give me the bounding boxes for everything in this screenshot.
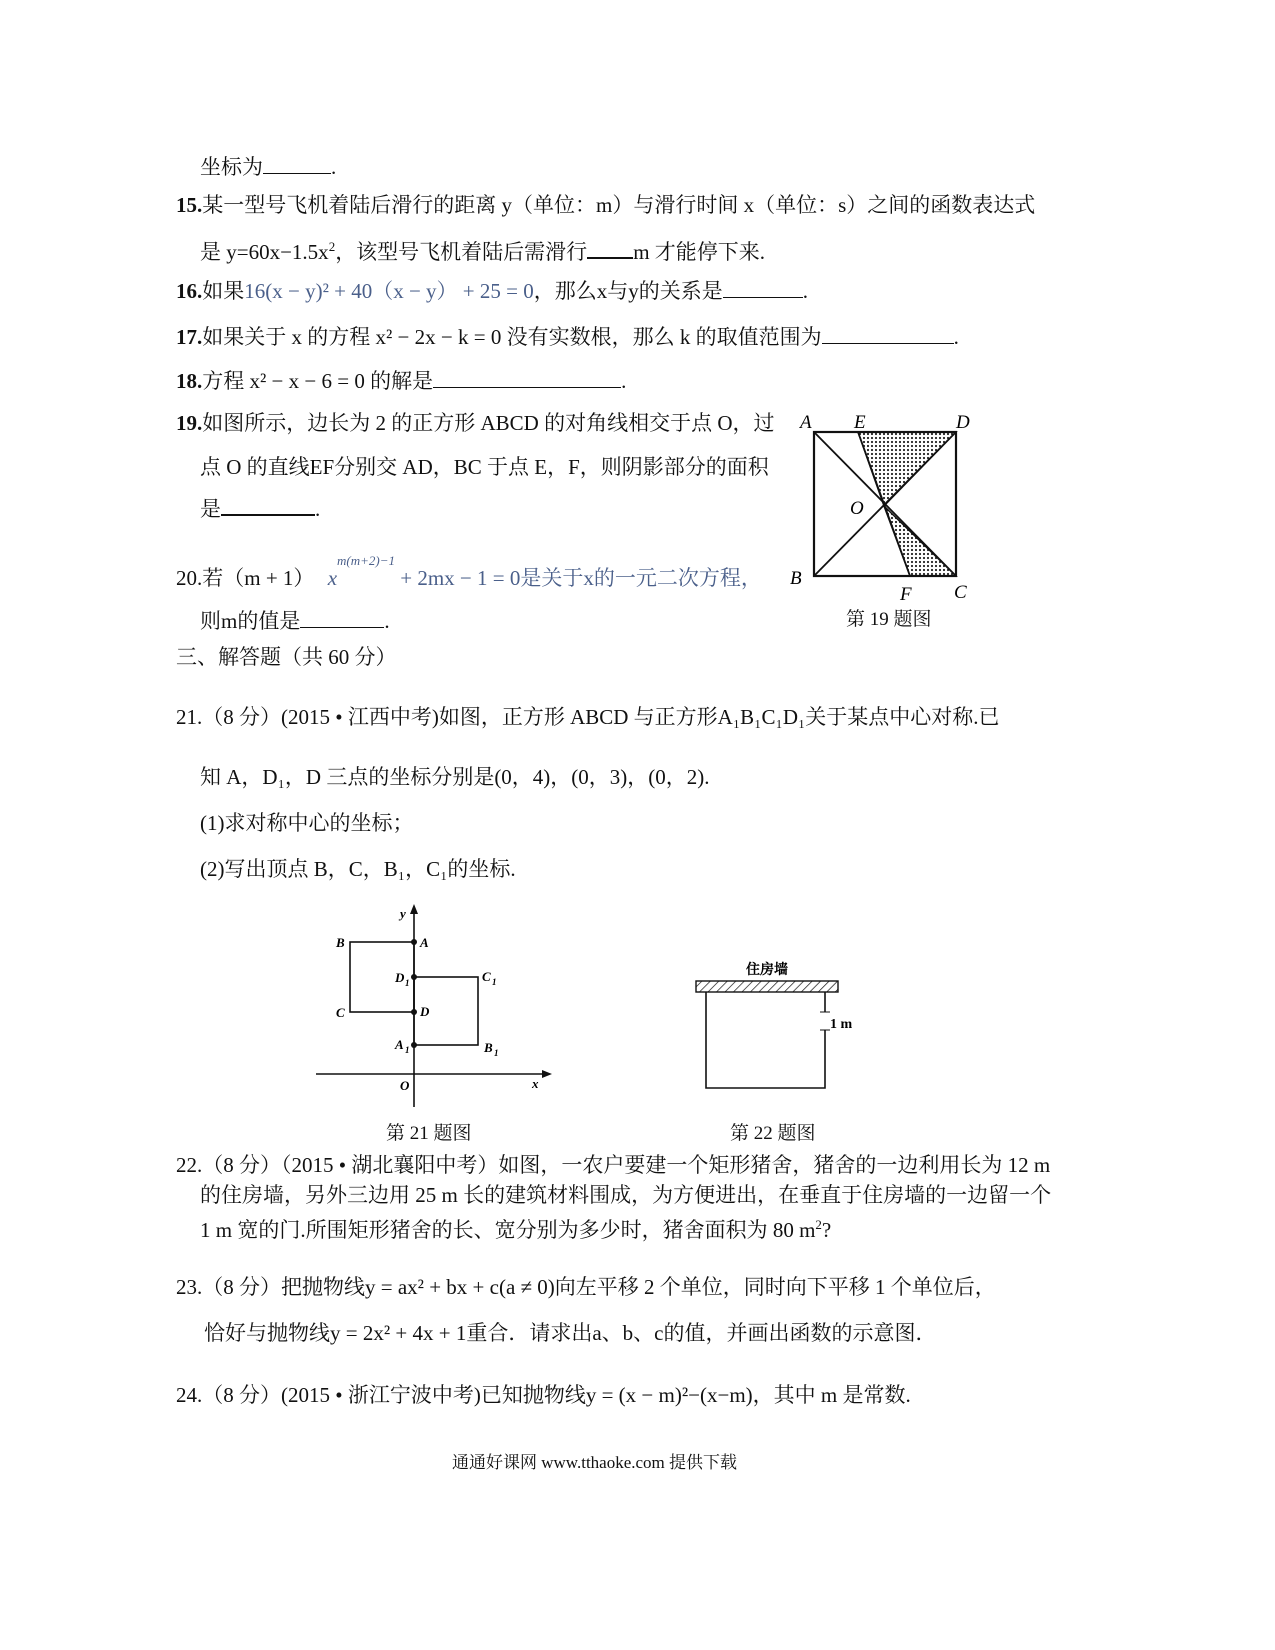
label-D: D bbox=[956, 412, 970, 433]
question-20-line2: 则m的值是 . bbox=[200, 609, 390, 633]
figure-19-caption: 第 19 题图 bbox=[846, 609, 932, 630]
label-C: C bbox=[336, 1005, 345, 1020]
question-15-line2: 是 $y=60x-1.5x^2$，该型号飞机着陆后需滑行 m 才能停下来. bbox=[200, 239, 766, 264]
label-B: B bbox=[790, 568, 802, 589]
question-16: 16.如果16(x − y)² + 40（x − y） + 25 = 0，那么x与y的关系是 . bbox=[176, 279, 808, 303]
answer-blank bbox=[822, 323, 954, 344]
svg-text:1: 1 bbox=[494, 1048, 499, 1058]
svg-text:1: 1 bbox=[405, 1045, 410, 1055]
label-F: F bbox=[900, 584, 912, 605]
section-heading: 三、解答题（共 60 分） bbox=[176, 645, 397, 669]
question-21-line4: (2)写出顶点 B，C，B₁，C₁的坐标. bbox=[200, 857, 516, 881]
answer-blank bbox=[587, 237, 633, 259]
label-D1: D bbox=[395, 970, 405, 985]
page-footer: 通通好课网 www.tthaoke.com 提供下载 bbox=[452, 1453, 738, 1472]
label-A: A bbox=[420, 935, 429, 950]
square-abcd bbox=[350, 942, 414, 1012]
svg-text:1: 1 bbox=[492, 977, 497, 987]
answer-blank bbox=[300, 607, 384, 628]
q14-tail: 坐标为 . bbox=[200, 155, 337, 179]
question-22: 22.（8 分）（2015 • 湖北襄阳中考）如图，一农户要建一个矩形猪舍，猪舍的一边利用长为 12 m bbox=[176, 1153, 1051, 1177]
answer-blank bbox=[263, 153, 331, 174]
label-y: y bbox=[400, 906, 406, 921]
label-C1: C bbox=[482, 969, 491, 984]
svg-text:1: 1 bbox=[405, 978, 410, 988]
question-24: 24.（8 分）(2015 • 浙江宁波中考)已知抛物线y = (x − m)²−(x−m)，其中 m 是常数. bbox=[176, 1383, 911, 1407]
question-19: 19.如图所示，边长为 2 的正方形 ABCD 的对角线相交于点 O，过 bbox=[176, 411, 775, 435]
answer-blank bbox=[221, 494, 315, 516]
wall-label: 住房墙 bbox=[746, 963, 788, 978]
door-width-label: 1 m bbox=[830, 1017, 853, 1032]
label-B1: B bbox=[484, 1040, 493, 1055]
label-x: x bbox=[532, 1076, 539, 1091]
label-B: B bbox=[336, 935, 345, 950]
question-23-line2: 恰好与抛物线y = 2x² + 4x + 1重合．请求出a、b、c的值，并画出函数的示意图． bbox=[204, 1321, 937, 1345]
figure-21 bbox=[316, 902, 556, 1102]
label-A: A bbox=[800, 412, 812, 433]
question-18: 18.方程 x² − x − 6 = 0 的解是 . bbox=[176, 369, 627, 393]
figure-19 bbox=[790, 408, 990, 618]
shaded-triangle-top bbox=[858, 432, 956, 506]
figure-21-caption: 第 21 题图 bbox=[386, 1123, 472, 1144]
label-O: O bbox=[850, 498, 864, 519]
figure-22-caption: 第 22 题图 bbox=[730, 1123, 816, 1144]
label-O: O bbox=[400, 1078, 410, 1093]
question-21-line2: 知 A，D₁，D 三点的坐标分别是(0，4)，(0，3)，(0，2). bbox=[200, 765, 710, 789]
question-17: 17.如果关于 x 的方程 x² − 2x − k = 0 没有实数根，那么 k 的取值范围为 . bbox=[176, 325, 959, 349]
question-19-line2: 点 O 的直线EF分别交 AD，BC 于点 E，F，则阴影部分的面积 bbox=[200, 455, 769, 479]
question-21: 21.（8 分）(2015 • 江西中考)如图，正方形 ABCD 与正方形A₁B₁C₁D₁关于某点中心对称.已 bbox=[176, 705, 1000, 729]
label-E: E bbox=[854, 412, 866, 433]
question-23: 23.（8 分）把抛物线y = ax² + bx + c(a ≠ 0)向左平移 2 个单位，同时向下平移 1 个单位后， bbox=[176, 1275, 996, 1299]
question-19-line3: 是 . bbox=[200, 494, 320, 524]
figure-22 bbox=[690, 950, 890, 1100]
question-21-line3: (1)求对称中心的坐标； bbox=[200, 811, 414, 835]
label-C: C bbox=[954, 582, 967, 603]
answer-blank bbox=[723, 277, 803, 298]
pen-fence bbox=[706, 992, 825, 1088]
question-15: 15.某一型号飞机着陆后滑行的距离 y（单位：m）与滑行时间 x（单位：s）之间的函数表达式 bbox=[176, 193, 1036, 217]
label-A1: A bbox=[395, 1037, 404, 1052]
question-22-line2: 的住房墙，另外三边用 25 m 长的建筑材料围成，为方便进出，在垂直于住房墙的一边留一个 bbox=[200, 1183, 1052, 1207]
question-20: 20.若（m + 1） $x^{m(m+2)-1} + 2mx - 1 = 0$是关于x的一元二次方程， bbox=[176, 553, 762, 590]
house-wall bbox=[696, 981, 838, 992]
label-D: D bbox=[420, 1004, 430, 1019]
question-22-line3: 1 m 宽的门.所围矩形猪舍的长、宽分别为多少时，猪舍面积为 80 $m^2$? bbox=[200, 1217, 832, 1242]
answer-blank bbox=[433, 367, 621, 388]
